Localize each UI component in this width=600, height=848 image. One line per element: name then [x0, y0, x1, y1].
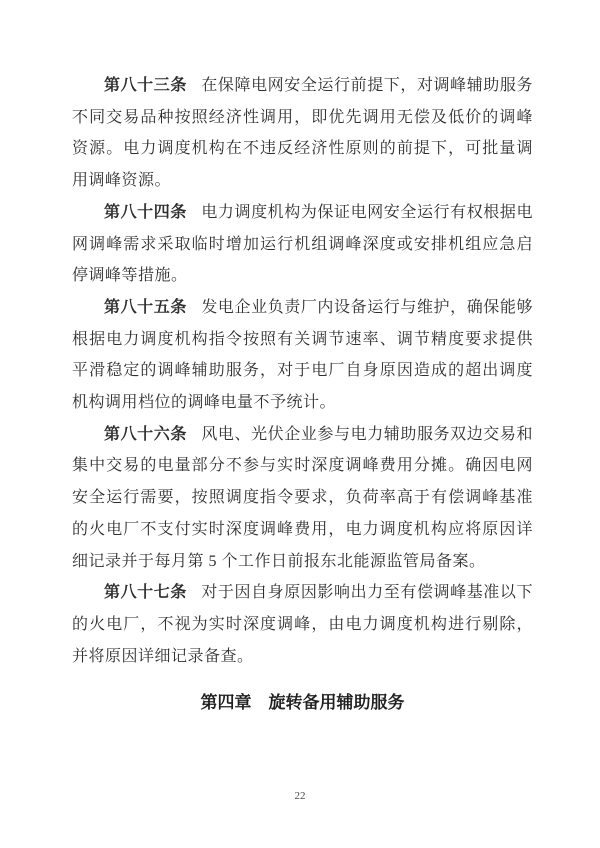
article-text: 电力调度机构为保证电网安全运行有权根据电网调峰需求采取临时增加运行机组调峰深度或安排机组应急启停调峰等措施。 [72, 203, 533, 285]
chapter-heading [72, 687, 533, 719]
article-number: 第八十三条 [104, 77, 187, 94]
article-paragraph [72, 577, 533, 672]
document-content [72, 70, 533, 719]
page-number: 22 [294, 790, 306, 802]
article-number: 第八十七条 [104, 584, 187, 602]
article-paragraph [72, 419, 533, 578]
article-text: 在保障电网安全运行前提下，对调峰辅助服务不同交易品种按照经济性调用，即优先调用无偿及低价的调峰资源。电力调度机构在不违反经济性原则的前提下，可批量调用调峰资源。 [72, 77, 533, 190]
article-number: 第八十五条 [104, 298, 187, 316]
chapter-number: 第四章 [200, 693, 252, 713]
article-paragraph [72, 292, 533, 419]
article-number: 第八十四条 [104, 203, 187, 221]
article-text: 发电企业负责厂内设备运行与维护，确保能够根据电力调度机构指令按照有关调节速率、调节精度要求提供平滑稳定的调峰辅助服务，对于电厂自身原因造成的超出调度机构调用档位的调峰电量不予统计。 [72, 298, 533, 412]
article-number: 第八十六条 [104, 425, 187, 443]
article-text: 风电、光伏企业参与电力辅助服务双边交易和集中交易的电量部分不参与实时深度调峰费用分摊。确因电网安全运行需要，按照调度指令要求，负荷率高于有偿调峰基准的火电厂不支付实时深度调峰费用，电力调度机构应将原因详细记录并于每月第 5 个工作日前报东北能源监管局备案。 [72, 425, 533, 570]
article-paragraph [72, 197, 533, 292]
chapter-title: 旋转备用辅助服务 [268, 693, 405, 713]
article-text: 对于因自身原因影响出力至有偿调峰基准以下的火电厂，不视为实时深度调峰，由电力调度机构进行剔除，并将原因详细记录备查。 [72, 584, 533, 665]
article-paragraph [72, 70, 533, 197]
